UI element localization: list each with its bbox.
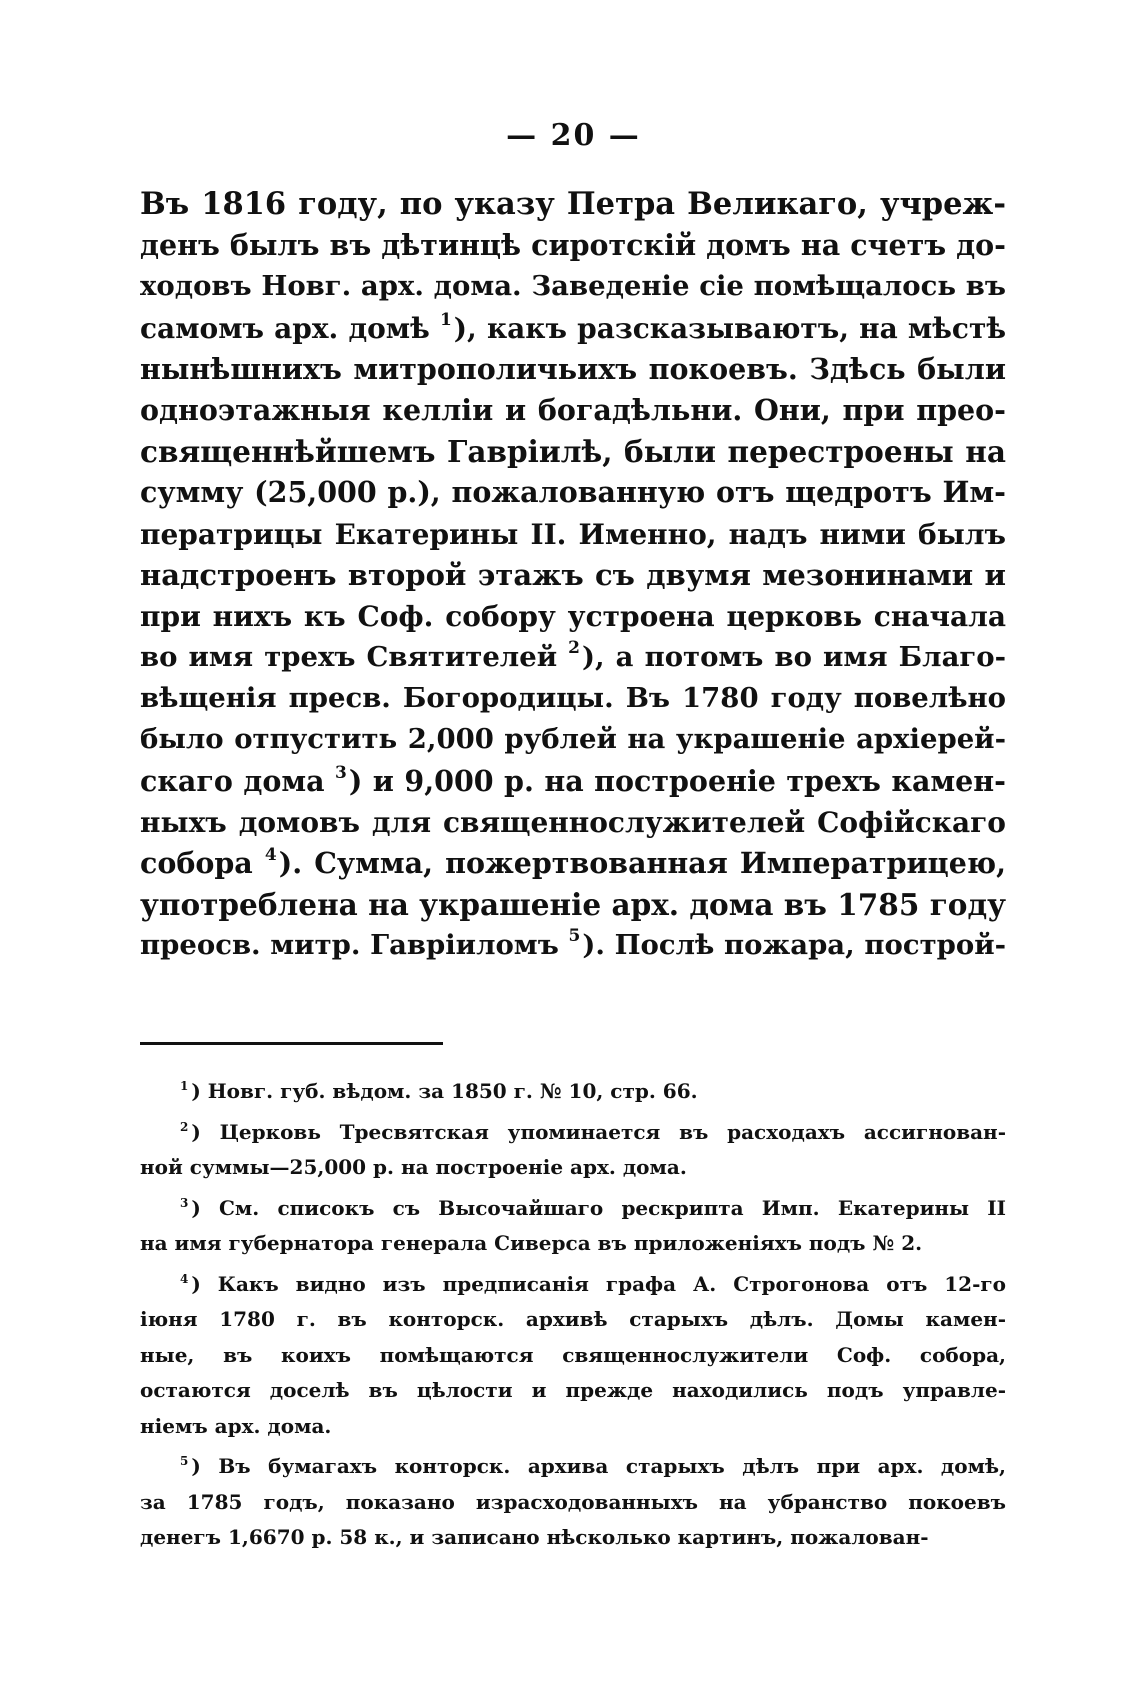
text-run: сумму (25,000 р.), пожалованную отъ щедротъ Им-	[140, 475, 1006, 510]
text-line	[140, 719, 1006, 760]
footnote-number: 5	[180, 1454, 189, 1468]
text-line	[140, 925, 1006, 966]
text-run: ), какъ разсказываютъ, на мѣстѣ	[453, 311, 1007, 345]
text-line	[140, 637, 1006, 678]
footnote-number: 2	[180, 1119, 189, 1134]
text-run: Въ 1816 году, по указу Петра Великаго, учреж-	[140, 186, 1006, 222]
text-run: вѣщенія пресв. Богородицы. Въ 1780 году повелѣно	[140, 682, 1006, 715]
text-line	[140, 514, 1006, 555]
text-line	[140, 555, 1006, 596]
text-run: ныхъ домовъ для священнослужителей Софійскаго	[140, 805, 1006, 839]
text-line	[140, 802, 1006, 843]
footnote-line	[140, 1191, 1006, 1227]
text-run: при нихъ къ Соф. собору устроена церковь сначала	[140, 599, 1006, 633]
footnote-line	[140, 1409, 1006, 1445]
footnote-line	[140, 1373, 1006, 1409]
text-run: ). Послѣ пожара, построй-	[582, 929, 1007, 962]
text-line	[140, 843, 1006, 884]
footnote-text: на имя губернатора генерала Сиверса въ приложеніяхъ подъ № 2.	[140, 1231, 923, 1255]
footnote-text: ніемъ арх. дома.	[140, 1413, 332, 1438]
text-run: ), а потомъ во имя Благо-	[582, 641, 1006, 674]
text-run: нынѣшнихъ митрополичьихъ покоевъ. Здѣсь были	[140, 351, 1006, 386]
footnote-text: ) Церковь Тресвятская упоминается въ расходахъ ассигнован-	[191, 1119, 1006, 1144]
footnote-text: іюня 1780 г. въ конторск. архивѣ старыхъ дѣлъ. Домы камен-	[140, 1307, 1006, 1331]
text-run: преосв. митр. Гавріиломъ	[140, 929, 569, 962]
footnote-ref: 4	[264, 845, 277, 865]
text-line	[140, 884, 1006, 925]
footnote-text: ) Новг. губ. вѣдом. за 1850 г. № 10, стр. 66.	[191, 1079, 698, 1103]
text-run: было отпустить 2,000 рублей на украшеніе архіерей-	[140, 723, 1006, 756]
text-run: употреблена на украшеніе арх. дома въ 1785 году	[140, 887, 1006, 923]
footnote-number: 1	[180, 1079, 189, 1093]
page-number: — 20 —	[506, 118, 641, 153]
footnote	[140, 1191, 1006, 1262]
footnote-line	[140, 1150, 1006, 1186]
text-run: одноэтажныя келліи и богадѣльни. Они, при прео-	[140, 392, 1006, 427]
footnote-line	[140, 1226, 1006, 1262]
footnote-ref: 1	[439, 309, 452, 330]
footnote-line	[140, 1302, 1006, 1338]
footnote-text: денегъ 1,6670 р. 58 к., и записано нѣсколько картинъ, пожалован-	[140, 1525, 929, 1549]
footnote	[140, 1115, 1006, 1186]
footnote-ref: 5	[568, 926, 581, 947]
text-line	[140, 184, 1006, 225]
footnote-line	[140, 1115, 1006, 1151]
footnote-line	[140, 1267, 1006, 1303]
footnotes	[140, 1074, 1006, 1556]
footnote-ref: 2	[568, 638, 581, 659]
footnote	[140, 1449, 1006, 1556]
footnote-line	[140, 1449, 1006, 1485]
footnote-number: 3	[180, 1195, 189, 1210]
footnote-text: ) См. списокъ съ Высочайшаго рескрипта Имп. Екатерины II	[191, 1195, 1006, 1220]
text-line	[140, 266, 1006, 307]
text-line	[140, 761, 1006, 802]
footnote-text: ной суммы—25,000 р. на построеніе арх. дома.	[140, 1155, 687, 1179]
footnote-line	[140, 1338, 1006, 1374]
footnote	[140, 1267, 1006, 1445]
text-line	[140, 678, 1006, 719]
text-run: скаго дома	[140, 763, 335, 798]
text-run: ). Сумма, пожертвованная Императрицею,	[278, 846, 1006, 880]
text-run: собора	[140, 846, 265, 880]
footnote-text: ные, въ коихъ помѣщаются священнослужители Соф. собора,	[140, 1342, 1006, 1367]
text-run: ходовъ Новг. арх. дома. Заведеніе сіе помѣщалось въ	[140, 270, 1006, 303]
text-line	[140, 596, 1006, 637]
footnote-text: ) Въ бумагахъ конторск. архива старыхъ дѣлъ при арх. домѣ,	[191, 1454, 1006, 1478]
footnote-number: 4	[180, 1271, 189, 1286]
footnote-separator	[140, 1042, 443, 1045]
text-run: надстроенъ второй этажъ съ двумя мезонинами и	[140, 557, 1006, 592]
text-run: во имя трехъ Святителей	[140, 641, 569, 674]
footnote-text: остаются доселѣ въ цѣлости и прежде находились подъ управле-	[140, 1378, 1006, 1402]
text-run: ) и 9,000 р. на построеніе трехъ камен-	[348, 763, 1006, 798]
footnote-text: за 1785 годъ, показано израсходованныхъ на убранство покоевъ	[140, 1489, 1006, 1514]
text-run: ператрицы Екатерины II. Именно, надъ ними былъ	[140, 517, 1006, 551]
text-run: денъ былъ въ дѣтинцѣ сиротскій домъ на счетъ до-	[140, 228, 1006, 263]
text-line	[140, 390, 1006, 431]
footnote-ref: 3	[335, 762, 347, 783]
text-line	[140, 225, 1006, 266]
text-line	[140, 349, 1006, 390]
footnote-line	[140, 1485, 1006, 1521]
footnote-text: ) Какъ видно изъ предписанія графа А. Строгонова отъ 12-го	[191, 1271, 1006, 1296]
text-line	[140, 472, 1006, 513]
footnote	[140, 1074, 1006, 1110]
main-paragraph	[140, 184, 1006, 967]
text-run: священнѣйшемъ Гавріилѣ, были перестроены на	[140, 434, 1006, 470]
text-line	[140, 431, 1006, 472]
footnote-line	[140, 1520, 1006, 1556]
footnote-line	[140, 1074, 1006, 1110]
text-run: самомъ арх. домѣ	[140, 311, 440, 345]
text-line	[140, 308, 1006, 349]
